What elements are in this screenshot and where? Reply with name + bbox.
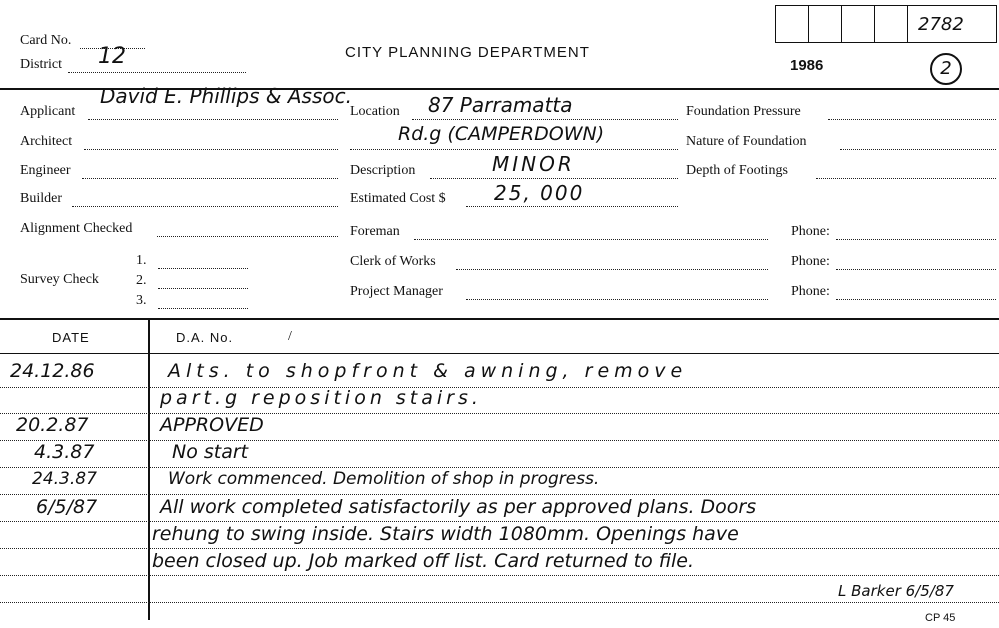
pm-phone-label: Phone: <box>791 284 830 299</box>
pm-phone-line <box>836 299 996 300</box>
pm-line <box>466 299 768 300</box>
row-line <box>0 602 999 603</box>
box-divider <box>841 5 842 43</box>
applicant-value: David E. Phillips & Assoc. <box>100 84 352 108</box>
district-value: 12 <box>98 44 126 69</box>
card-no-label: Card No. <box>20 33 72 48</box>
engineer-line <box>82 178 338 179</box>
district-line <box>68 72 246 73</box>
log-entry: No start <box>172 441 249 463</box>
nature-foundation-label: Nature of Foundation <box>686 134 807 149</box>
signature: L Barker 6/5/87 <box>838 582 954 600</box>
da-header: D.A. No. <box>176 330 234 345</box>
description-label: Description <box>350 163 416 178</box>
district-label: District <box>20 57 62 72</box>
depth-footings-line <box>816 178 996 179</box>
location-label: Location <box>350 104 400 119</box>
row-line <box>0 467 999 468</box>
survey-1-line <box>158 268 248 269</box>
log-entry: part.g reposition stairs. <box>160 387 482 409</box>
log-date: 20.2.87 <box>16 414 89 436</box>
cost-line <box>466 206 678 207</box>
row-line <box>0 440 999 441</box>
survey-3-line <box>158 308 248 309</box>
survey-3: 3. <box>136 293 147 308</box>
page-title: CITY PLANNING DEPARTMENT <box>345 44 590 61</box>
log-date: 4.3.87 <box>34 441 95 463</box>
log-date: 6/5/87 <box>36 496 98 518</box>
log-entry: Alts. to shopfront & awning, remove <box>168 360 688 382</box>
survey-2-line <box>158 288 248 289</box>
year: 1986 <box>790 57 824 74</box>
builder-label: Builder <box>20 191 62 206</box>
box-divider <box>907 5 908 43</box>
survey-label: Survey Check <box>20 272 99 287</box>
log-entry: APPROVED <box>160 414 264 436</box>
location-value-1: 87 Parramatta <box>428 93 573 117</box>
depth-footings-label: Depth of Footings <box>686 163 788 178</box>
da-slash: / <box>288 329 292 344</box>
foreman-phone-label: Phone: <box>791 224 830 239</box>
row-line <box>0 494 999 495</box>
file-number: 2782 <box>918 14 964 35</box>
log-entry: rehung to swing inside. Stairs width 1080mm. Openings have <box>152 523 739 545</box>
location-line-1 <box>412 119 678 120</box>
nature-foundation-line <box>840 149 996 150</box>
form-code: CP 45 <box>925 612 956 624</box>
log-date: 24.3.87 <box>32 469 97 489</box>
log-header-divider <box>0 353 999 354</box>
clerk-phone-line <box>836 269 996 270</box>
row-line <box>0 413 999 414</box>
builder-line <box>72 206 338 207</box>
location-value-2: Rd.g (CAMPERDOWN) <box>398 123 605 145</box>
foreman-phone-line <box>836 239 996 240</box>
cost-value: 25, 000 <box>494 181 585 205</box>
survey-2: 2. <box>136 273 147 288</box>
description-line <box>430 178 678 179</box>
clerk-line <box>456 269 768 270</box>
row-line <box>0 521 999 522</box>
description-value: MINOR <box>492 152 575 176</box>
alignment-label: Alignment Checked <box>20 221 133 236</box>
survey-1: 1. <box>136 253 147 268</box>
log-entry: All work completed satisfactorily as per approved plans. Doors <box>160 496 757 518</box>
circled-number: 2 <box>930 53 962 85</box>
foundation-pressure-label: Foundation Pressure <box>686 104 801 119</box>
foreman-line <box>414 239 768 240</box>
location-line-2 <box>350 149 678 150</box>
clerk-phone-label: Phone: <box>791 254 830 269</box>
architect-line <box>84 149 338 150</box>
pm-label: Project Manager <box>350 284 443 299</box>
engineer-label: Engineer <box>20 163 71 178</box>
alignment-line <box>157 236 338 237</box>
log-entry: Work commenced. Demolition of shop in progress. <box>168 469 600 489</box>
box-divider <box>874 5 875 43</box>
row-line <box>0 575 999 576</box>
row-line <box>0 387 999 388</box>
architect-label: Architect <box>20 134 73 149</box>
log-date: 24.12.86 <box>10 360 95 382</box>
foundation-pressure-line <box>828 119 996 120</box>
box-divider <box>808 5 809 43</box>
applicant-label: Applicant <box>20 104 76 119</box>
cost-label: Estimated Cost $ <box>350 191 446 206</box>
log-entry: been closed up. Job marked off list. Card returned to file. <box>152 550 695 572</box>
applicant-line <box>88 119 338 120</box>
clerk-label: Clerk of Works <box>350 254 436 269</box>
date-header: DATE <box>52 330 90 345</box>
row-line <box>0 548 999 549</box>
foreman-label: Foreman <box>350 224 400 239</box>
